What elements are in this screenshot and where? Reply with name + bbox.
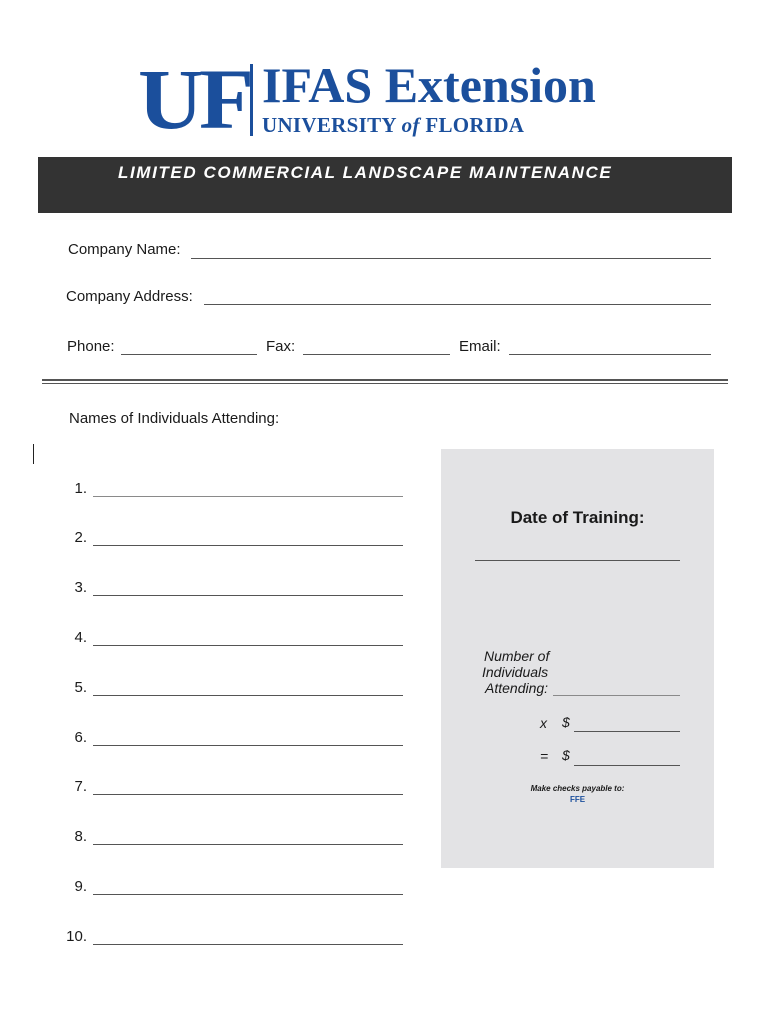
company-address-field[interactable] [204, 304, 711, 305]
attendee-number-10: 10. [66, 928, 87, 945]
attendee-number-8: 8. [74, 828, 87, 845]
fax-label: Fax: [266, 338, 296, 355]
logo-florida-text: FLORIDA [425, 113, 525, 137]
attendee-number-7: 7. [74, 778, 87, 795]
date-of-training-label: Date of Training: [510, 508, 645, 527]
attendee-field-5[interactable] [93, 695, 403, 696]
attendee-field-3[interactable] [93, 595, 403, 596]
email-label: Email: [459, 338, 501, 355]
attendee-number-9: 9. [74, 878, 87, 895]
times-symbol: x [540, 715, 547, 731]
attendee-field-6[interactable] [93, 745, 403, 746]
logo-university-text: UNIVERSITY [262, 113, 397, 137]
number-label-line-1: Number of [484, 648, 550, 664]
attendee-field-7[interactable] [93, 794, 403, 795]
checks-payable-text: Make checks payable to: [530, 784, 625, 793]
payee-text: FFE [569, 795, 586, 804]
attendee-number-3: 3. [74, 579, 87, 596]
number-label-line-3: Attending: [485, 680, 549, 696]
attendees-heading: Names of Individuals Attending: [69, 410, 280, 427]
attendee-number-1: 1. [74, 480, 87, 497]
attendee-field-9[interactable] [93, 894, 403, 895]
email-field[interactable] [509, 354, 711, 355]
number-attending-field[interactable] [553, 695, 680, 696]
training-info-panel [441, 449, 714, 868]
number-label-line-2: Individuals [482, 664, 549, 680]
logo-divider [250, 64, 253, 136]
uf-ifas-logo [138, 51, 638, 147]
price-currency: $ [562, 714, 570, 730]
section-divider-bottom [42, 383, 728, 384]
attendee-field-1[interactable] [93, 496, 403, 497]
attendee-field-2[interactable] [93, 545, 403, 546]
logo-uf-mark: UF [138, 51, 250, 147]
attendee-number-2: 2. [74, 529, 87, 546]
form-title: LIMITED COMMERCIAL LANDSCAPE MAINTENANCE [118, 163, 613, 182]
section-divider-top [42, 379, 728, 381]
text-cursor [33, 444, 34, 464]
attendee-field-8[interactable] [93, 844, 403, 845]
equals-symbol: = [540, 748, 549, 764]
attendee-field-4[interactable] [93, 645, 403, 646]
logo-university-of-florida [262, 113, 524, 137]
company-name-label: Company Name: [68, 241, 181, 258]
attendee-number-4: 4. [74, 629, 87, 646]
phone-label: Phone: [67, 338, 115, 355]
date-of-training-field[interactable] [475, 560, 680, 561]
title-bar [38, 157, 732, 213]
total-currency: $ [562, 747, 570, 763]
price-per-person-field[interactable] [574, 731, 680, 732]
company-address-label: Company Address: [66, 288, 193, 305]
logo-of-text: of [401, 113, 420, 137]
total-amount-field[interactable] [574, 765, 680, 766]
logo-ifas-extension: IFAS Extension [262, 57, 596, 113]
attendee-number-6: 6. [74, 729, 87, 746]
phone-field[interactable] [121, 354, 257, 355]
attendee-field-10[interactable] [93, 944, 403, 945]
company-name-field[interactable] [191, 258, 711, 259]
fax-field[interactable] [303, 354, 450, 355]
attendee-number-5: 5. [74, 679, 87, 696]
